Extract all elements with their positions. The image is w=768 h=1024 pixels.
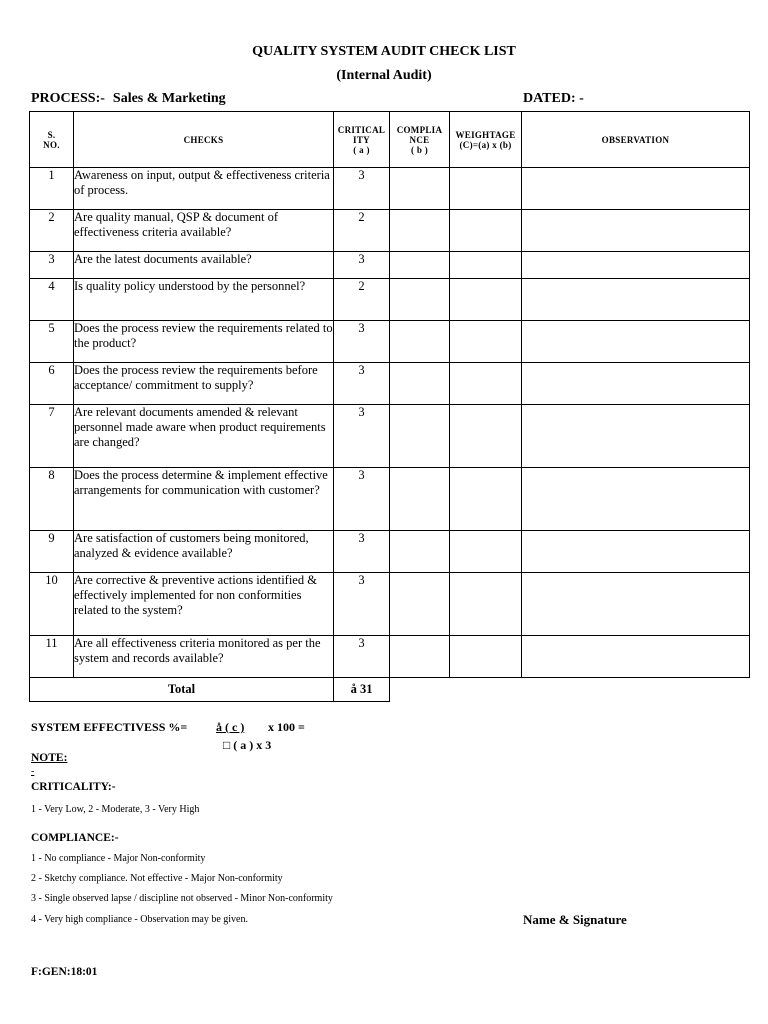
row-check: Are satisfaction of customers being monitored, analyzed & evidence available? xyxy=(74,531,334,573)
row-criticality: 3 xyxy=(334,363,390,405)
header-weightage: WEIGHTAGE (C)=(a) x (b) xyxy=(450,112,522,168)
row-sno: 2 xyxy=(30,210,74,252)
document-title: QUALITY SYSTEM AUDIT CHECK LIST xyxy=(252,44,516,59)
table-row xyxy=(30,321,750,363)
row-check: Awareness on input, output & effectiveness criteria of process. xyxy=(74,168,334,210)
process-label: PROCESS:- xyxy=(31,91,105,106)
row-criticality: 3 xyxy=(334,252,390,279)
row-check: Does the process review the requirements before acceptance/ commitment to supply? xyxy=(74,363,334,405)
row-criticality: 2 xyxy=(334,210,390,252)
row-observation-cell[interactable] xyxy=(522,468,750,531)
row-criticality: 3 xyxy=(334,531,390,573)
row-observation-cell[interactable] xyxy=(522,573,750,636)
table-row xyxy=(30,279,750,321)
process-line xyxy=(31,91,226,107)
compliance-heading: COMPLIANCE:- xyxy=(31,832,119,844)
total-criticality: å 31 xyxy=(334,678,390,702)
row-weightage-cell[interactable] xyxy=(450,573,522,636)
row-observation-cell[interactable] xyxy=(522,252,750,279)
row-check: Does the process determine & implement effective arrangements for communication with customer? xyxy=(74,468,334,531)
process-value: Sales & Marketing xyxy=(112,91,226,106)
effectiveness-denominator: □ ( a ) x 3 xyxy=(223,738,272,752)
row-compliance-cell[interactable] xyxy=(390,636,450,678)
row-weightage-cell[interactable] xyxy=(450,405,522,468)
total-blank xyxy=(390,678,750,702)
row-weightage-cell[interactable] xyxy=(450,636,522,678)
header-observation: OBSERVATION xyxy=(522,112,750,168)
row-criticality: 3 xyxy=(334,636,390,678)
effectiveness-numerator: å ( c ) xyxy=(216,720,245,734)
dated-label: DATED: - xyxy=(523,91,584,106)
effectiveness-multiplier: x 100 = xyxy=(268,720,305,734)
row-compliance-cell[interactable] xyxy=(390,468,450,531)
criticality-heading: CRITICALITY:- xyxy=(31,781,116,793)
table-row xyxy=(30,168,750,210)
row-compliance-cell[interactable] xyxy=(390,252,450,279)
row-sno: 9 xyxy=(30,531,74,573)
row-compliance-cell[interactable] xyxy=(390,279,450,321)
row-observation-cell[interactable] xyxy=(522,531,750,573)
row-compliance-cell[interactable] xyxy=(390,531,450,573)
table-row xyxy=(30,636,750,678)
row-sno: 11 xyxy=(30,636,74,678)
row-check: Are corrective & preventive actions identified & effectively implemented for non conformities related to the system? xyxy=(74,573,334,636)
row-sno: 4 xyxy=(30,279,74,321)
row-criticality: 3 xyxy=(334,573,390,636)
table-row xyxy=(30,210,750,252)
row-criticality: 3 xyxy=(334,468,390,531)
row-compliance-cell[interactable] xyxy=(390,363,450,405)
row-sno: 5 xyxy=(30,321,74,363)
row-compliance-cell[interactable] xyxy=(390,168,450,210)
row-check: Are the latest documents available? xyxy=(74,252,334,279)
row-sno: 1 xyxy=(30,168,74,210)
row-weightage-cell[interactable] xyxy=(450,321,522,363)
signature-label: Name & Signature xyxy=(523,912,627,927)
row-weightage-cell[interactable] xyxy=(450,468,522,531)
compliance-line: 3 - Single observed lapse / discipline not observed - Minor Non-conformity xyxy=(31,893,333,904)
form-code: F:GEN:18:01 xyxy=(31,966,98,978)
total-row xyxy=(30,678,750,702)
note-dash: - xyxy=(31,766,35,777)
compliance-line: 2 - Sketchy compliance. Not effective - Major Non-conformity xyxy=(31,873,283,884)
row-observation-cell[interactable] xyxy=(522,405,750,468)
row-check: Is quality policy understood by the personnel? xyxy=(74,279,334,321)
row-observation-cell[interactable] xyxy=(522,363,750,405)
row-check: Are quality manual, QSP & document of effectiveness criteria available? xyxy=(74,210,334,252)
row-weightage-cell[interactable] xyxy=(450,279,522,321)
row-observation-cell[interactable] xyxy=(522,321,750,363)
document-subtitle: (Internal Audit) xyxy=(336,68,432,83)
header-checks: CHECKS xyxy=(74,112,334,168)
row-sno: 8 xyxy=(30,468,74,531)
table-row xyxy=(30,363,750,405)
compliance-line: 4 - Very high compliance - Observation may be given. xyxy=(31,914,248,925)
table-header-row xyxy=(30,112,750,168)
row-compliance-cell[interactable] xyxy=(390,405,450,468)
header-compliance: COMPLIA NCE ( b ) xyxy=(390,112,450,168)
row-check: Are all effectiveness criteria monitored as per the system and records available? xyxy=(74,636,334,678)
row-weightage-cell[interactable] xyxy=(450,531,522,573)
table-row xyxy=(30,405,750,468)
table-row xyxy=(30,468,750,531)
row-observation-cell[interactable] xyxy=(522,636,750,678)
header-sno: S. NO. xyxy=(30,112,74,168)
table-row xyxy=(30,531,750,573)
table-row xyxy=(30,573,750,636)
row-observation-cell[interactable] xyxy=(522,210,750,252)
row-check: Are relevant documents amended & relevant personnel made aware when product requirements are changed? xyxy=(74,405,334,468)
row-compliance-cell[interactable] xyxy=(390,210,450,252)
row-criticality: 3 xyxy=(334,405,390,468)
row-compliance-cell[interactable] xyxy=(390,321,450,363)
row-sno: 7 xyxy=(30,405,74,468)
row-sno: 10 xyxy=(30,573,74,636)
row-criticality: 3 xyxy=(334,168,390,210)
effectiveness-label: SYSTEM EFFECTIVESS %= xyxy=(31,720,188,734)
table-row xyxy=(30,252,750,279)
row-sno: 3 xyxy=(30,252,74,279)
row-observation-cell[interactable] xyxy=(522,279,750,321)
audit-checklist-table xyxy=(29,111,750,702)
compliance-line: 1 - No compliance - Major Non-conformity xyxy=(31,853,206,864)
row-weightage-cell[interactable] xyxy=(450,168,522,210)
row-criticality: 3 xyxy=(334,321,390,363)
row-compliance-cell[interactable] xyxy=(390,573,450,636)
row-weightage-cell[interactable] xyxy=(450,210,522,252)
header-criticality: CRITICAL ITY ( a ) xyxy=(334,112,390,168)
row-observation-cell[interactable] xyxy=(522,168,750,210)
total-label: Total xyxy=(30,678,334,702)
row-sno: 6 xyxy=(30,363,74,405)
row-weightage-cell[interactable] xyxy=(450,363,522,405)
row-check: Does the process review the requirements related to the product? xyxy=(74,321,334,363)
note-label: NOTE: xyxy=(31,752,68,764)
row-weightage-cell[interactable] xyxy=(450,252,522,279)
row-criticality: 2 xyxy=(334,279,390,321)
criticality-scale: 1 - Very Low, 2 - Moderate, 3 - Very High xyxy=(31,804,200,815)
